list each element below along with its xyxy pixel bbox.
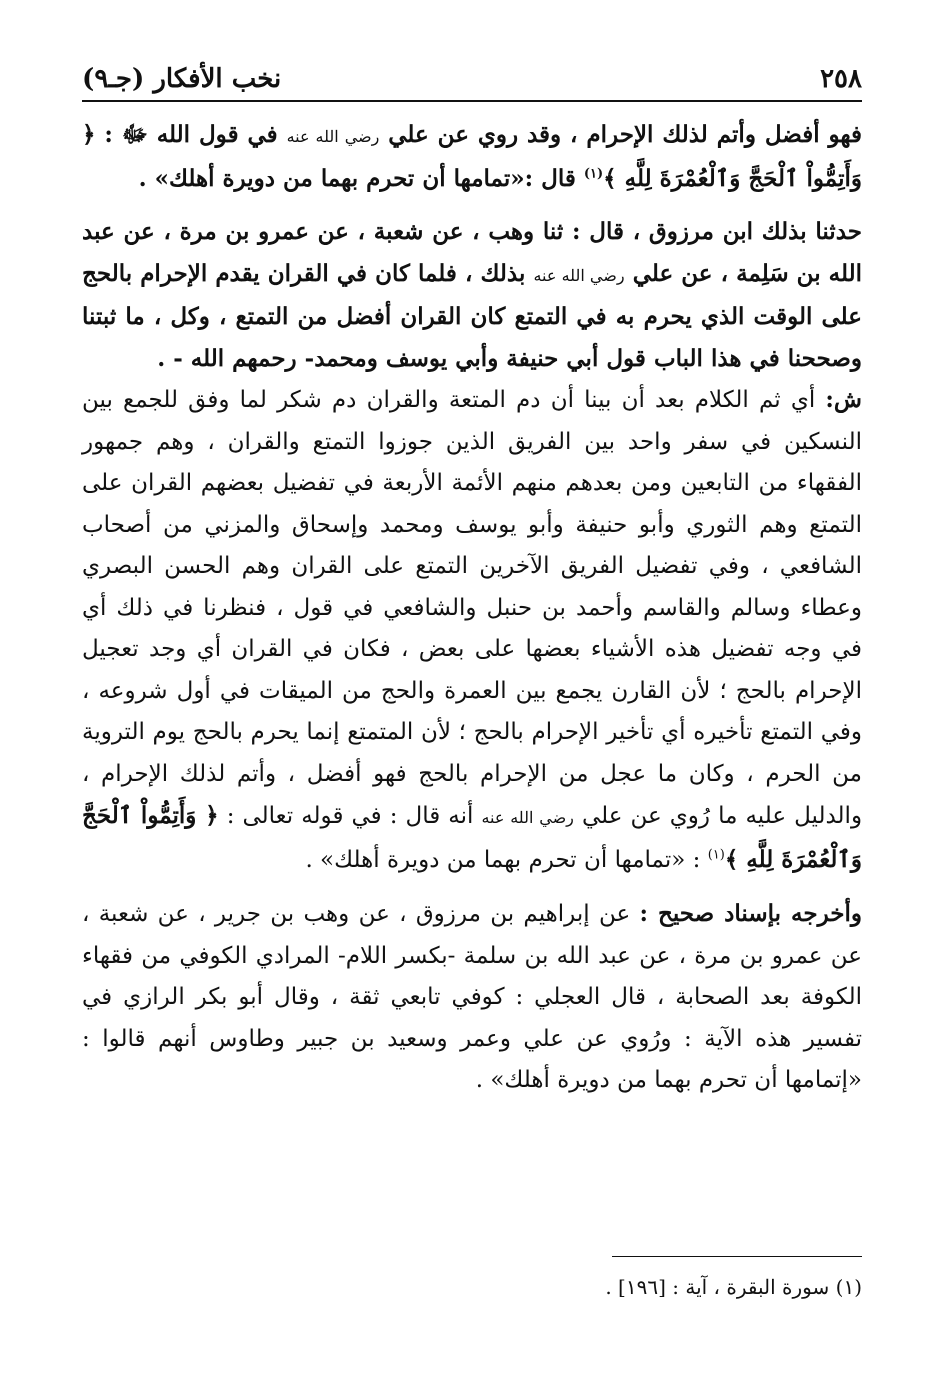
p3-text-1: أي ثم الكلام بعد أن بينا أن دم المتعة والقران دم شكر لما وفق للجمع بين النسكين في سفر واحد بين الفريق الذين جوزوا التمتع والقران ، وهم جمهور الفقهاء من التابعين ومن بعدهم منهم الأئمة الأربعة في تفضيل بعضهم القران على التمتع وهم الثوري وأبو حنيفة وأبو يوسف ومحمد وإسحاق والمزني من أصحاب الشافعي ، وفي تفضيل الفريق الآخرين التمتع على القران وهم الحسن البصري وعطاء وسالم والقاسم وأحمد بن حنبل والشافعي في قول ، فنظرنا في ذلك أي في وجه تفضيل هذه الأشياء بعضها على بعض ، فكان في القران أي وجد تعجيل الإحرام بالحج ؛ لأن القارن يجمع بين العمرة والحج من الميقات في أول شروعه ، وفي التمتع تأخيره أي تأخير الإحرام بالحج ؛ لأن المتمتع إنما يحرم بالحج يوم التروية من الحرم ، وكان ما عجل من الإحرام بالحج فهو أفضل ، وأتم لذلك الإحرام ، والدليل عليه ما رُوي عن علي: [82, 387, 863, 829]
p2-text-1: حدثنا بذلك ابن مرزوق ، قال : ثنا وهب ، عن شعبة ، عن عمرو بن مرة ، عن عبد الله بن سَلِمة ، عن علي: [82, 218, 863, 287]
page-number: ٢٥٨: [820, 64, 862, 94]
p3-text-2: أنه قال : في قوله تعالى :: [226, 803, 474, 829]
commentary-marker: ش:: [825, 386, 862, 413]
p2-text-2: بذلك ، فلما كان في القران يقدم الإحرام بالحج على الوقت الذي يحرم به في التمتع كان القران أفضل من التمتع ، وكل ، ما ثبتنا وصححنا في هذا الباب قول أبي حنيفة وأبي يوسف ومحمد- رحمهم الله - .: [82, 259, 862, 372]
isnad-heading: وأخرجه بإسناد صحيح :: [639, 900, 862, 927]
honorific-symbol: رضي الله عنه: [286, 127, 380, 146]
p1-text-1: فهو أفضل وأتم لذلك الإحرام ، وقد روي عن علي: [388, 121, 862, 148]
footnote-rule: [612, 1256, 862, 1257]
p1-text-2: في قول الله: [156, 121, 278, 148]
divine-glorification-symbol: ﷻ: [121, 121, 148, 148]
paragraph-2: [82, 211, 862, 379]
paragraph-4: [82, 893, 862, 1102]
p4-text-1: عن إبراهيم بن مرزوق ، عن وهب بن جرير ، عن شعبة ، عن عمرو بن مرة ، عن عبد الله بن سلمة -بكسر اللام- المرادي الكوفي من فقهاء الكوفة بعد الصحابة ، قال العجلي : كوفي تابعي ثقة ، وقال أبو بكر الرازي في تفسير هذه الآية : ورُوي عن علي وعمر وسعيد بن جبير وطاوس أنهم قالوا : «إتمامها أن تحرم بهما من دويرة أهلك» .: [82, 901, 862, 1093]
footnote-ref: (١): [583, 165, 604, 181]
main-text: [82, 114, 862, 1102]
p1-text-4: قال :«تمامها أن تحرم بهما من دويرة أهلك» .: [138, 164, 576, 192]
p3-text-3: : «تمامها أن تحرم بهما من دويرة أهلك» .: [305, 846, 701, 873]
page-header: [82, 54, 862, 94]
quran-verse: ﴿ وَأَتِمُّواْ ٱلْحَجَّ وَٱلْعُمْرَةَ لِلَّهِ ﴾: [82, 802, 862, 873]
quran-verse: ﴿ وَأَتِمُّواْ ٱلْحَجَّ وَٱلْعُمْرَةَ لِلَّهِ ﴾: [82, 121, 862, 192]
book-title: نخب الأفكار (جـ٩): [82, 64, 282, 94]
footnote-ref: (١): [707, 846, 725, 862]
honorific-symbol: رضي الله عنه: [533, 265, 625, 285]
paragraph-3: [82, 379, 862, 881]
p1-text-3: :: [104, 121, 113, 148]
footnote: (١) سورة البقرة ، آية : [١٩٦] .: [605, 1275, 862, 1299]
header-rule: [82, 100, 862, 102]
paragraph-1: [82, 114, 862, 199]
honorific-symbol: رضي الله عنه: [481, 808, 574, 827]
